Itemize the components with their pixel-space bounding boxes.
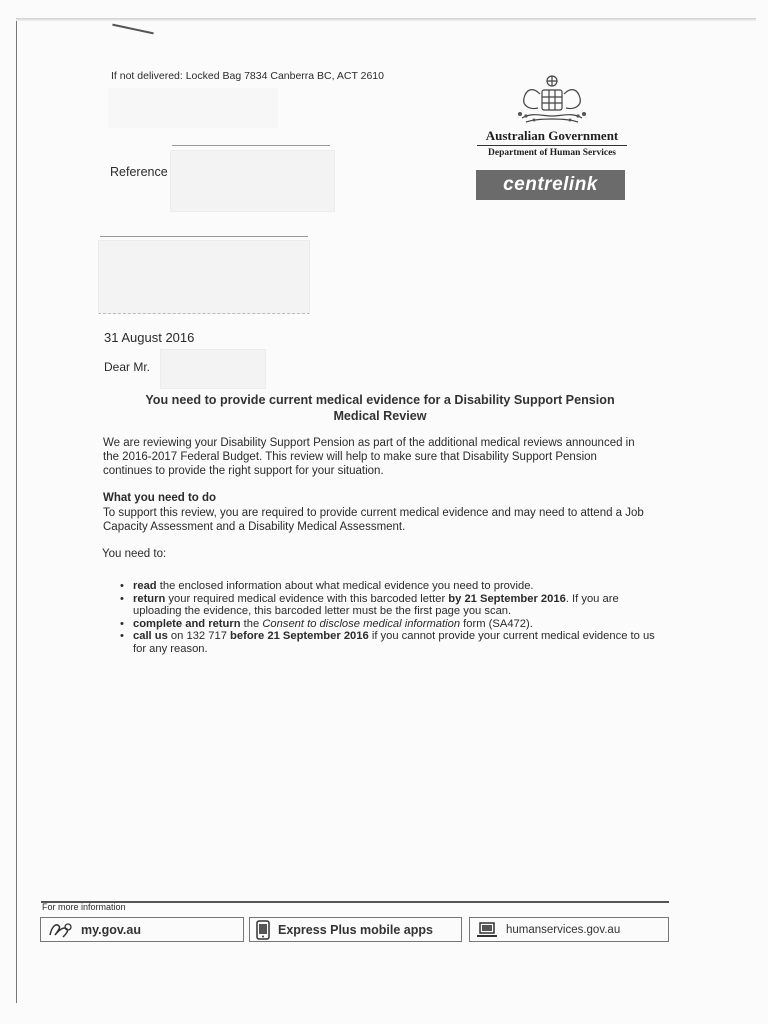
barcode-rule	[100, 236, 308, 237]
list-item	[118, 580, 658, 593]
bullet-bold-text: complete and return	[133, 617, 241, 630]
list-item	[118, 593, 658, 618]
list-item	[118, 630, 658, 655]
page-top-edge	[16, 18, 756, 21]
bullet-text: form (SA472).	[460, 617, 533, 630]
letter-date: 31 August 2016	[104, 330, 195, 345]
mygov-icon	[47, 920, 73, 940]
bullet-bold-text: return	[133, 592, 166, 605]
redacted-barcode	[98, 240, 310, 314]
reference-rule	[172, 145, 330, 146]
scan-mark	[112, 24, 153, 35]
government-name: Australian Government	[485, 128, 619, 143]
page-edge	[16, 18, 17, 1003]
header-divider	[477, 145, 627, 146]
footer-label: For more information	[42, 902, 126, 912]
section-heading: What you need to do	[103, 492, 217, 504]
redacted-name	[160, 349, 266, 389]
intro-paragraph: We are reviewing your Disability Support Pension as part of the additional medical reviews announced in the 2016-2017 Federal Budget. This review will help to make sure that Disability Support Pension continues to provide the right support for your situation.	[103, 437, 635, 477]
footer-divider	[41, 901, 669, 903]
bullet-text: on 132 717	[167, 630, 231, 642]
mygov-link[interactable]	[40, 917, 244, 942]
humanservices-link[interactable]	[469, 917, 669, 942]
express-plus-label: Express Plus mobile apps	[278, 922, 433, 937]
letter-title: You need to provide current medical evidence for a Disability Support Pension Medical Review	[145, 393, 615, 423]
salutation: Dear Mr.	[104, 360, 151, 374]
centrelink-logo: centrelink	[476, 170, 625, 200]
bullet-icon: •	[120, 580, 124, 592]
action-list	[118, 580, 658, 655]
redacted-reference	[170, 150, 335, 212]
express-plus-link[interactable]	[249, 917, 462, 942]
bullet-text: your required medical evidence with this barcoded letter	[165, 592, 449, 605]
bullet-text: the enclosed information about what medical evidence you need to provide.	[156, 580, 534, 592]
department-name: Department of Human Services	[488, 148, 616, 158]
bullet-bold-text: read	[133, 580, 157, 592]
reference-label: Reference	[110, 165, 168, 179]
bullet-text: . If you are uploading the evidence, this barcoded letter must be the first page you scan.	[133, 592, 619, 617]
coat-of-arms-icon	[512, 72, 592, 130]
humanservices-label: humanservices.gov.au	[506, 923, 621, 936]
bullet-icon: •	[120, 617, 124, 630]
support-paragraph: To support this review, you are required to provide current medical evidence and may need to attend a Job Capacity Assessment and a Disability Medical Assessment.	[103, 507, 644, 533]
mygov-label: my.gov.au	[81, 922, 141, 937]
form-name: Consent to disclose medical information	[262, 617, 461, 630]
return-address: If not delivered: Locked Bag 7834 Canberra BC, ACT 2610	[111, 70, 384, 82]
redacted-address	[108, 88, 278, 128]
bullet-deadline: before 21 September 2016	[230, 630, 369, 642]
mobile-phone-icon	[256, 920, 270, 940]
list-item	[118, 618, 658, 631]
bullet-text: the	[240, 617, 263, 630]
bullet-icon: •	[120, 630, 124, 642]
laptop-icon	[476, 921, 498, 939]
you-need-to-label: You need to:	[102, 548, 167, 560]
bullet-deadline: by 21 September 2016	[448, 592, 566, 605]
bullet-bold-text: call us	[133, 630, 168, 642]
bullet-icon: •	[120, 592, 124, 605]
bullet-text: if you cannot provide your current medical evidence to us for any reason.	[133, 630, 655, 655]
